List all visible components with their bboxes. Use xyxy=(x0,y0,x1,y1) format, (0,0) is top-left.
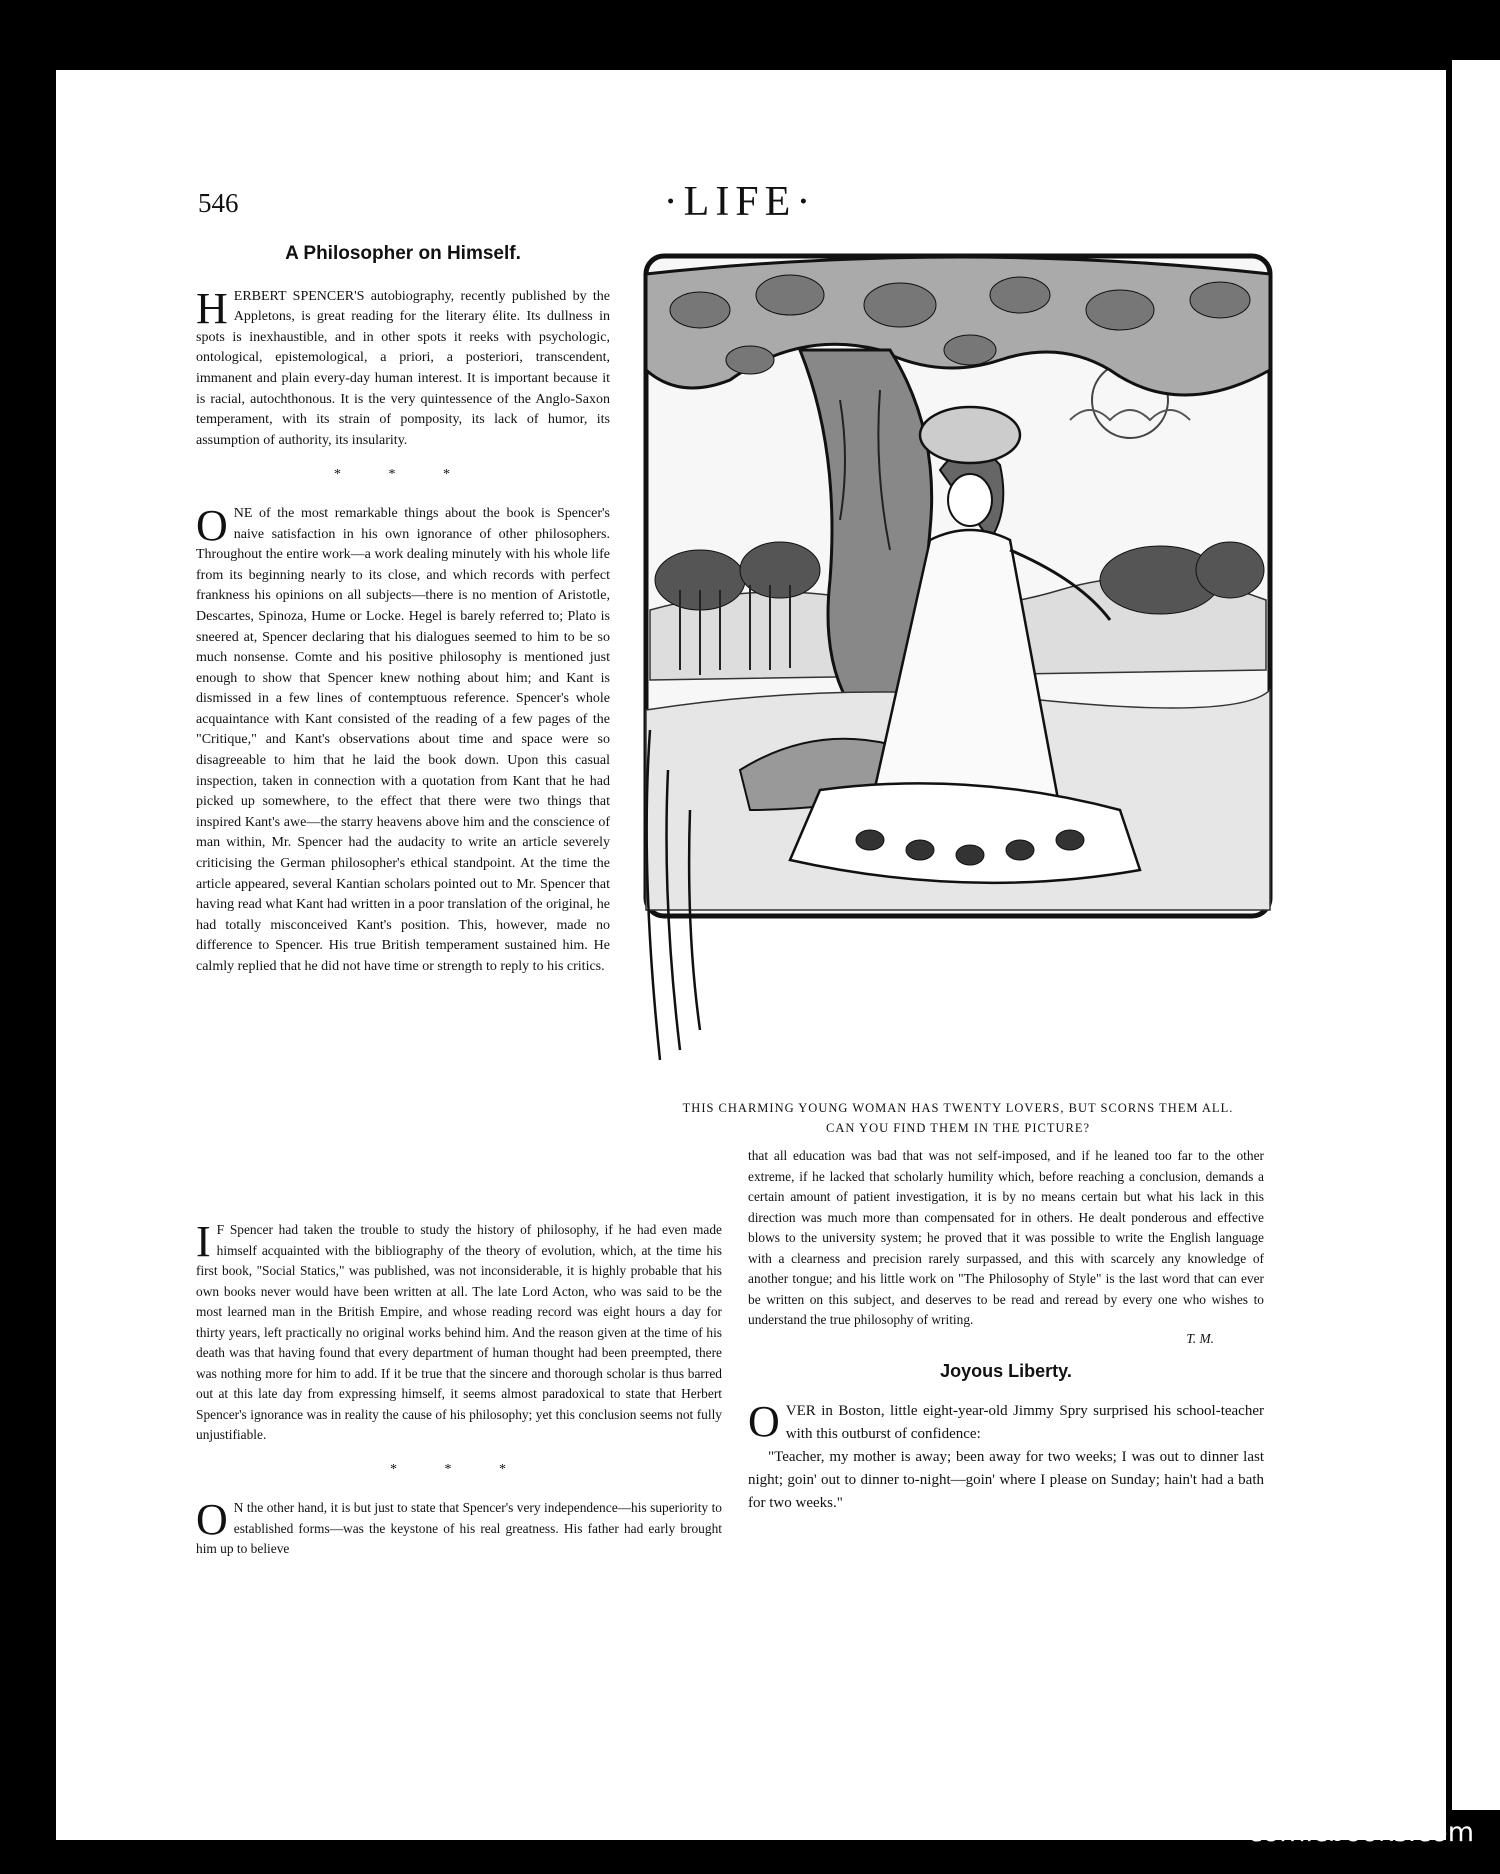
paragraph xyxy=(196,283,610,452)
paragraph xyxy=(748,1396,1264,1446)
byline-row xyxy=(748,1329,1264,1350)
caption-line: CAN YOU FIND THEM IN THE PICTURE? xyxy=(825,1121,1090,1135)
paragraph-text: ERBERT SPENCER'S autobiography, recently published by the Appletons, is great reading for the literary élite. Its dullness in spots is inexhaustible, and in other spots it reeks with psychologic, ontological, epistemological, a priori, a posteriori, transcendent, immanent and plain every-day human interest. It is important because it is racial, autochthonous. It is the very quintessence of the Anglo-Saxon temperament, with its strain of pomposity, its lack of humor, its assumption of authority, its insularity. xyxy=(196,288,610,448)
quote-paragraph: "Teacher, my mother is away; been away for two weeks; I was out to dinner last night; goin' out to dinner to-night—goin' where I please on Sunday; hain't had a bath for two weeks." xyxy=(748,1448,1264,1511)
article-title: Joyous Liberty. xyxy=(940,1361,1072,1381)
left-column-top xyxy=(196,244,610,978)
drop-cap: H xyxy=(196,283,228,333)
paragraph-text: VER in Boston, little eight-year-old Jimmy Spry surprised his school-teacher with this outburst of confidence: xyxy=(785,1402,1264,1442)
paragraph-text: NE of the most remarkable things about the book is Spencer's naive satisfaction in his own ignorance of other philosophers. Throughout the entire work—a work dealing minutely with his whole life from its beginning nearly to its close, and which records with perfect frankness his opinions on all subjects—there is no mention of Aristotle, Descartes, Spinoza, Hume or Locke. Hegel is barely referred to; Plato is sneered at, Spencer declaring that his dialogues seemed to him to be so much nonsense. Comte and his positive philosophy is mentioned just enough to show that Spencer knew nothing about him; and Kant is dismissed in a few lines of contemptuous reference. Spencer's whole acquaintance with Kant consisted of the reading of a few pages of the "Critique," and Kant's observations about time and space were so disagreeable to him that he laid the book down. Upon this casual inspection, taken in connection with a quotation from Kant that he had picked up somewhere, to the effect that there were two things that inspired Kant's awe—the starry heavens above him and the conscience of man within, Mr. Spencer had the audacity to write an article severely criticising the German philosopher's ethical standpoint. At the time the article appeared, several Kantian scholars pointed out to Mr. Spencer that having read what Kant had written in a poor translation of the original, he had totally misconceived Kant's position. This, however, made no difference to Spencer. His true British temperament sustained him. He calmly replied that he did not have time or strength to reply to his critics. xyxy=(196,505,610,974)
article-title: A Philosopher on Himself. xyxy=(285,243,521,264)
paragraph-text: N the other hand, it is but just to state that Spencer's very independence—his superiority to established forms—was the keystone of his real greatness. His father had early brought him up to believe xyxy=(196,1500,722,1556)
section-divider: * * * xyxy=(390,1461,528,1477)
right-column xyxy=(748,1146,1264,1515)
paragraph xyxy=(196,1217,722,1446)
illustration-woman-under-tree xyxy=(640,250,1276,1070)
section-divider: * * * xyxy=(334,467,472,483)
drop-cap: O xyxy=(196,500,228,550)
site-watermark: comicbooks.com xyxy=(1247,1817,1474,1848)
paragraph-text: F Spencer had taken the trouble to study the history of philosophy, if he had even made himself acquainted with the bibliography of the theory of evolution, which, at the time his first book, "Social Statics," was published, was not inconsiderable, it is highly probable that his own books never would have been written at all. The late Lord Acton, who was said to be the most learned man in the British Empire, and whose reading record was eight hours a day for thirty years, left practically no original works behind him. And the reason given at the time of his death was that having found that every department of human thought had been preempted, there was nothing more for him to add. If it be true that the sincere and thorough scholar is thus barred out at this late day from expressing himself, it seems almost paradoxical to state that Herbert Spencer's ignorance was in reality the cause of his philosophy; yet this conclusion seems not fully unjustifiable. xyxy=(196,1222,722,1442)
paragraph xyxy=(196,500,610,978)
paragraph-continued: that all education was bad that was not self-imposed, and if he leaned too far to the other extreme, if he lacked that scholarly humility which, before reaching a conclusion, demands a certain amount of patient investigation, it is by no means certain but what his lack in this direction was much more than compensated for in others. He dealt ponderous and effective blows to the university system; he proved that it was possible to write the English language with a clearness and precision rarely surpassed, and this with scarcely any knowledge of another tongue; and his little work on "The Philosophy of Style" is the last word that can ever be written on this subject, and deserves to be read and reread by every one who wishes to understand the true philosophy of writing. xyxy=(748,1148,1264,1327)
left-column-bottom xyxy=(196,1217,722,1560)
author-signature: T. M. xyxy=(1186,1330,1214,1346)
next-page-edge xyxy=(1452,60,1500,1810)
drop-cap: O xyxy=(196,1495,228,1544)
page-number: 546 xyxy=(198,188,239,218)
illustration-caption xyxy=(620,1098,1296,1138)
drop-cap: O xyxy=(748,1396,780,1446)
caption-line: THIS CHARMING YOUNG WOMAN HAS TWENTY LOVERS, BUT SCORNS THEM ALL. xyxy=(682,1101,1234,1115)
drop-cap: I xyxy=(196,1217,211,1266)
masthead: ·LIFE· xyxy=(663,179,817,225)
paragraph xyxy=(196,1495,722,1560)
